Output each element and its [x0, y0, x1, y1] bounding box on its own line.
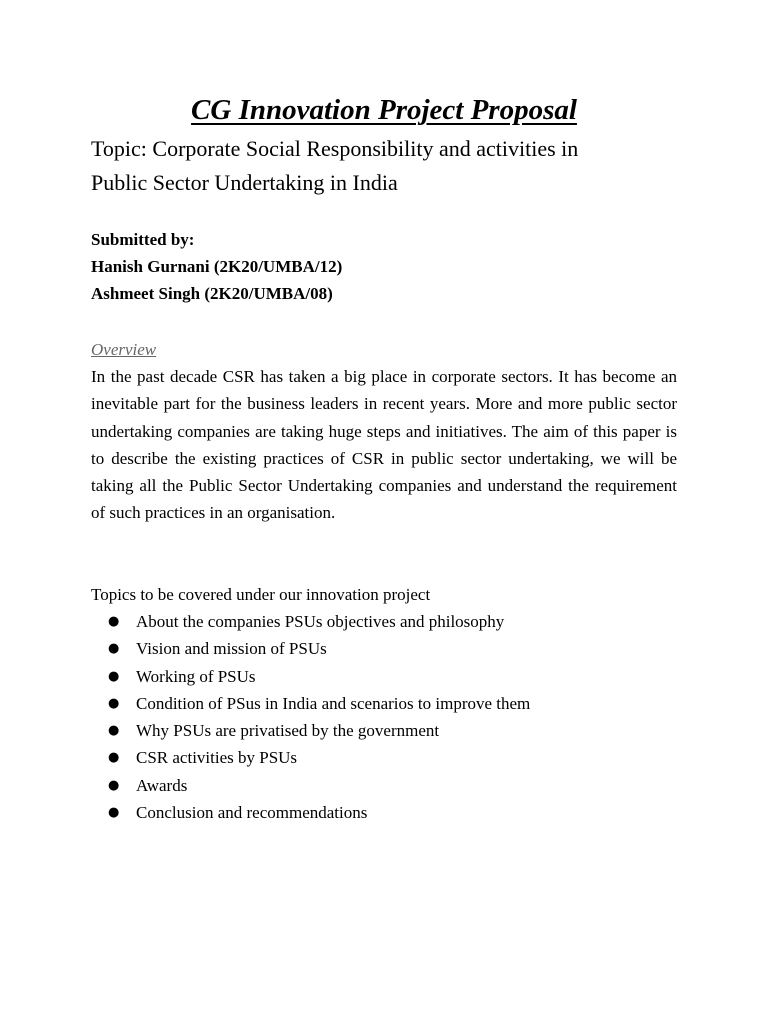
- overview-paragraph: In the past decade CSR has taken a big place in corporate sectors. It has become an inevitable part for the business leaders in recent years. More and more public sector undertaking companies are taking huge steps and initiatives. The aim of this paper is to describe the existing practices of CSR in public sector undertaking, we will be taking all the Public Sector Undertaking companies and understand the requirement of such practices in an organisation.: [91, 367, 677, 523]
- list-item-text: Vision and mission of PSUs: [136, 639, 327, 659]
- list-item: [108, 744, 530, 771]
- bullet-icon: ●: [108, 723, 120, 739]
- topic-line-1: Topic: Corporate Social Responsibility and activities in: [91, 136, 579, 161]
- overview-heading: Overview: [91, 340, 157, 359]
- author-1: Hanish Gurnani (2K20/UMBA/12): [91, 257, 343, 276]
- list-item-text: Condition of PSus in India and scenarios to improve them: [136, 693, 531, 713]
- bullet-icon: ●: [108, 695, 120, 711]
- list-item: [108, 799, 530, 826]
- list-item-text: Awards: [136, 775, 188, 795]
- list-item-text: Conclusion and recommendations: [136, 803, 368, 823]
- list-item: [108, 635, 530, 662]
- list-item-text: About the companies PSUs objectives and philosophy: [136, 612, 505, 631]
- bullet-icon: ●: [108, 641, 120, 657]
- list-item: [108, 717, 530, 744]
- topic-heading: [91, 132, 691, 200]
- bullet-icon: ●: [108, 805, 120, 821]
- bullet-icon: ●: [108, 750, 120, 766]
- list-item-text: CSR activities by PSUs: [136, 748, 298, 768]
- list-item: [108, 608, 530, 635]
- submitted-by-block: [91, 226, 691, 307]
- bullet-icon: ●: [108, 777, 120, 793]
- list-item-text: Working of PSUs: [136, 666, 256, 686]
- list-item: [108, 663, 530, 690]
- bullet-icon: ●: [108, 668, 120, 684]
- topics-list: [108, 608, 530, 826]
- submitted-by-label: Submitted by:: [91, 230, 195, 249]
- document-title: CG Innovation Project Proposal: [191, 94, 577, 126]
- topics-intro: Topics to be covered under our innovation project: [91, 585, 431, 604]
- list-item: [108, 772, 530, 799]
- topic-line-2: Public Sector Undertaking in India: [91, 170, 398, 195]
- author-2: Ashmeet Singh (2K20/UMBA/08): [91, 284, 333, 303]
- list-item-text: Why PSUs are privatised by the government: [136, 721, 440, 741]
- list-item: [108, 690, 530, 717]
- bullet-icon: ●: [108, 614, 120, 629]
